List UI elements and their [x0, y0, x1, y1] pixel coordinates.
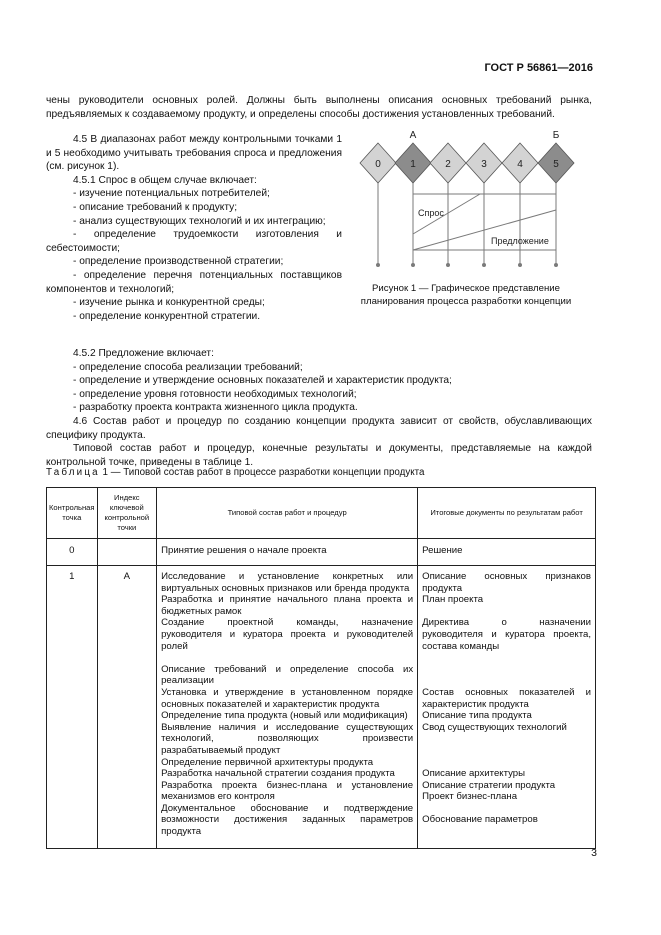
row1-index: А: [97, 566, 157, 849]
work-item: Разработка начальной стратегии создания продукта: [161, 768, 395, 780]
table-title-text: 1 — Типовой состав работ в процессе разработки концепции продукта: [102, 467, 425, 478]
work-item: Создание проектной команды, назначение руководителя и куратора проекта и руководителей ролей: [161, 617, 414, 652]
demand-item: - анализ существующих технологий и их интеграцию;: [73, 215, 326, 227]
work-table: [46, 487, 596, 849]
checkpoint-number: 5: [553, 159, 559, 170]
table-title-prefix: Таблица: [46, 467, 100, 478]
demand-section: [46, 133, 342, 323]
supply-item: - определение уровня готовности необходимых технологий;: [73, 388, 357, 400]
row1-works: [157, 566, 418, 849]
work-item: Разработка и принятие начального плана проекта и бюджетных рамок: [161, 594, 414, 617]
demand-item: - определение конкурентной стратегии.: [73, 310, 261, 322]
figure-caption: Рисунок 1 — Графическое представление планирования процесса разработки концепции: [360, 283, 572, 307]
checkpoint-number: 0: [375, 159, 381, 170]
supply-item: - разработку проекта контракта жизненного цикла продукта.: [73, 402, 358, 414]
row0-point: 0: [47, 539, 98, 566]
demand-item: - определение трудоемкости изготовления и себестоимости;: [46, 229, 342, 254]
table-row: [47, 566, 596, 849]
paragraph-4-5: 4.5 В диапазонах работ между контрольными точками 1 и 5 необходимо учитывать требования спроса и предложения (см. рисунок 1).: [46, 134, 342, 173]
table-intro-paragraph: Типовой состав работ и процедур, конечные результаты и документы, представляемые на каждой контрольной точке, приведены в таблице 1.: [46, 443, 592, 468]
table-header-row: [47, 488, 596, 539]
paragraph-4-6: 4.6 Состав работ и процедур по созданию концепции продукта зависит от свойств, обуславливающих специфику продукта.: [46, 415, 592, 441]
page-number: 3: [591, 847, 597, 859]
doc-item: Состав основных показателей и характеристик продукта: [422, 686, 591, 710]
row0-index: [97, 539, 157, 566]
paragraph-4-5-2: 4.5.2 Предложение включает:: [73, 348, 214, 359]
work-item: Документальное обоснование и подтверждение возможности достижения заданных параметров продукта: [161, 802, 414, 838]
work-item: Описание требований и определение способа их реализации: [161, 663, 414, 687]
row1-point: 1: [47, 566, 98, 849]
intro-text: чены руководители основных ролей. Должны быть выполнены описания основных требований рынка, предъявляемых к создаваемому продукту, и определены способы достижения установленных требований.: [46, 95, 592, 120]
checkpoint-number: 4: [517, 159, 523, 170]
header-index: Индекс ключевой контрольной точки: [97, 488, 157, 539]
demand-label: Спрос: [418, 208, 444, 218]
work-item: Исследование и установление конкретных или виртуальных основных признаков или бренда продукта: [161, 571, 414, 594]
table-title: [46, 466, 424, 480]
supply-item: - определение способа реализации требований;: [73, 361, 303, 373]
timeline-end-dots: [376, 263, 558, 267]
point-b-label: Б: [552, 130, 560, 141]
supply-item: - определение и утверждение основных показателей и характеристик продукта;: [73, 375, 452, 387]
demand-item: - определение производственной стратегии;: [73, 256, 284, 268]
point-a-label: А: [409, 130, 417, 141]
doc-item: Описание основных признаков продукта: [422, 571, 591, 594]
supply-section: [46, 347, 592, 469]
doc-item: Описание стратегии продукта: [422, 779, 556, 791]
checkpoint-number: 2: [445, 159, 451, 170]
work-item: Выявление наличия и исследование существующих технологий, позволяющих произвести разрабатываемый продукт: [161, 721, 414, 756]
header-works: Типовой состав работ и процедур: [157, 488, 418, 539]
work-item: Определение первичной архитектуры продукта: [161, 756, 374, 768]
doc-item: Обоснование параметров: [422, 814, 538, 826]
checkpoint-number: 1: [410, 159, 416, 170]
demand-item: - изучение рынка и конкурентной среды;: [73, 297, 265, 309]
demand-item: - изучение потенциальных потребителей;: [73, 188, 270, 200]
demand-item: - определение перечня потенциальных поставщиков компонентов и технологий;: [46, 269, 342, 295]
row0-work: Принятие решения о начале проекта: [157, 539, 418, 566]
doc-item: Свод существующих технологий: [422, 721, 567, 733]
work-item: Определение типа продукта (новый или модификация): [161, 710, 408, 722]
paragraph-4-5-1: 4.5.1 Спрос в общем случае включает:: [73, 174, 257, 186]
demand-item: - описание требований к продукту;: [73, 201, 238, 213]
table-row: [47, 539, 596, 566]
header-point: Контрольная точка: [47, 488, 98, 539]
checkpoint-diamonds: [360, 143, 574, 183]
figure-1-diagram: [350, 126, 590, 276]
checkpoint-number: 3: [481, 159, 487, 170]
doc-item: План проекта: [422, 594, 484, 606]
doc-item: Директива о назначении руководителя и куратора проекта, состава команды: [422, 617, 591, 652]
doc-item: Описание типа продукта: [422, 710, 532, 722]
row0-doc: Решение: [418, 539, 596, 566]
work-item: Разработка проекта бизнес-плана и установление механизмов его контроля: [161, 779, 414, 803]
doc-item: Проект бизнес-плана: [422, 791, 518, 803]
intro-paragraph: [46, 94, 592, 121]
row1-docs: [418, 566, 596, 849]
standard-header: ГОСТ Р 56861—2016: [484, 62, 593, 74]
work-item: Установка и утверждение в установленном порядке основных показателей и характеристик продукта: [161, 686, 414, 710]
doc-item: Описание архитектуры: [422, 768, 526, 780]
supply-label: Предложение: [491, 236, 549, 246]
header-docs: Итоговые документы по результатам работ: [418, 488, 596, 539]
